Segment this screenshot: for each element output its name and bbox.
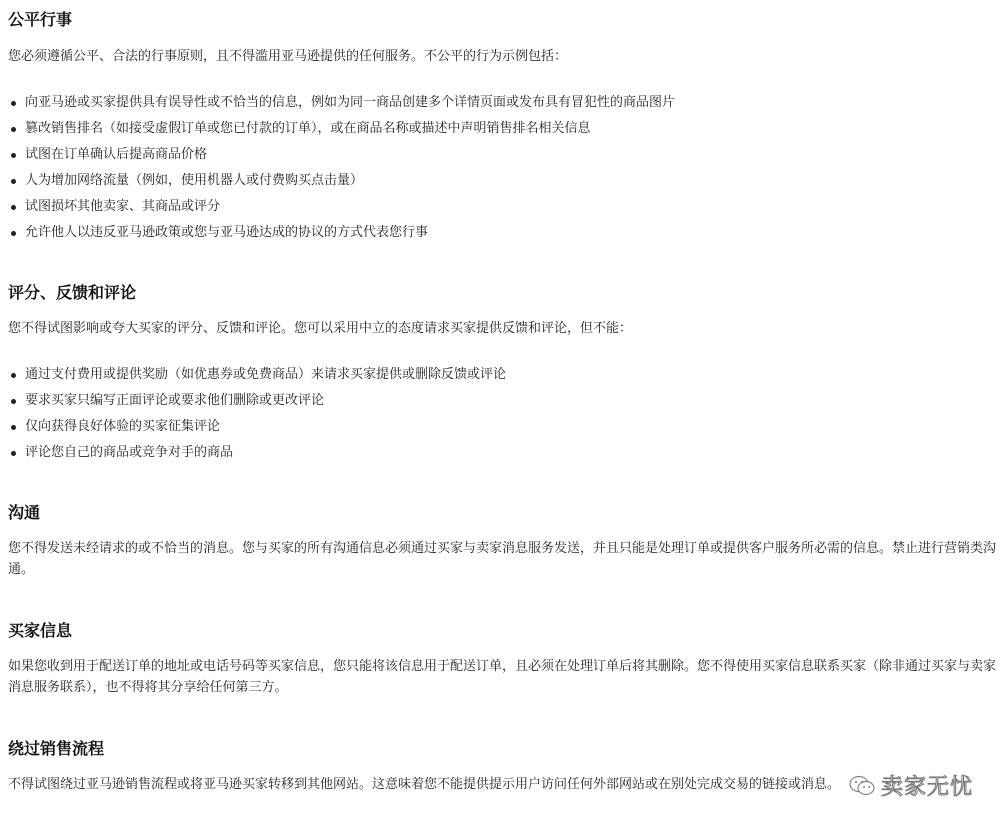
bullet-list-fair-dealing bbox=[8, 90, 675, 246]
watermark bbox=[849, 770, 973, 801]
bullet-list-ratings-reviews bbox=[8, 362, 506, 466]
list-item: 评论您自己的商品或竞争对手的商品 bbox=[8, 440, 506, 466]
section-title-ratings-reviews: 评分、反馈和评论 bbox=[8, 283, 137, 302]
section-intro-ratings-reviews: 您不得试图影响或夸大买家的评分、反馈和评论。您可以采用中立的态度请求买家提供反馈和评论，但不能： bbox=[8, 321, 633, 336]
list-item: 向亚马逊或买家提供具有误导性或不恰当的信息，例如为同一商品创建多个详情页面或发布具有冒犯性的商品图片 bbox=[8, 90, 675, 116]
list-item: 要求买家只编写正面评论或要求他们删除或更改评论 bbox=[8, 388, 506, 414]
list-item: 篡改销售排名（如接受虚假订单或您已付款的订单），或在商品名称或描述中声明销售排名相关信息 bbox=[8, 116, 675, 142]
list-item: 试图在订单确认后提高商品价格 bbox=[8, 142, 675, 168]
list-item: 允许他人以违反亚马逊政策或您与亚马逊达成的协议的方式代表您行事 bbox=[8, 220, 675, 246]
list-item: 仅向获得良好体验的买家征集评论 bbox=[8, 414, 506, 440]
section-title-fair-dealing: 公平行事 bbox=[8, 10, 73, 29]
section-title-communication: 沟通 bbox=[8, 503, 41, 522]
section-title-circumvent-sales: 绕过销售流程 bbox=[8, 739, 105, 758]
section-intro-fair-dealing: 您必须遵循公平、合法的行事原则，且不得滥用亚马逊提供的任何服务。不公平的行为示例包括： bbox=[8, 49, 568, 64]
section-body-buyer-info: 如果您收到用于配送订单的地址或电话号码等买家信息，您只能将该信息用于配送订单，且必须在处理订单后将其删除。您不得使用买家信息联系买家（除非通过买家与卖家消息服务联系），也不得将其分享给任何第三方。 bbox=[8, 659, 997, 695]
list-item: 通过支付费用或提供奖励（如优惠券或免费商品）来请求买家提供或删除反馈或评论 bbox=[8, 362, 506, 388]
section-body-communication: 您不得发送未经请求的或不恰当的消息。您与买家的所有沟通信息必须通过买家与卖家消息服务发送，并且只能是处理订单或提供客户服务所必需的信息。禁止进行营销类沟通。 bbox=[8, 541, 997, 577]
section-body-circumvent-sales: 不得试图绕过亚马逊销售流程或将亚马逊买家转移到其他网站。这意味着您不能提供提示用户访问任何外部网站或在别处完成交易的链接或消息。 bbox=[8, 777, 841, 792]
wechat-icon bbox=[849, 775, 875, 797]
list-item: 试图损坏其他卖家、其商品或评分 bbox=[8, 194, 675, 220]
list-item: 人为增加网络流量（例如，使用机器人或付费购买点击量） bbox=[8, 168, 675, 194]
watermark-text: 卖家无忧 bbox=[880, 775, 973, 800]
section-title-buyer-info: 买家信息 bbox=[8, 621, 73, 640]
